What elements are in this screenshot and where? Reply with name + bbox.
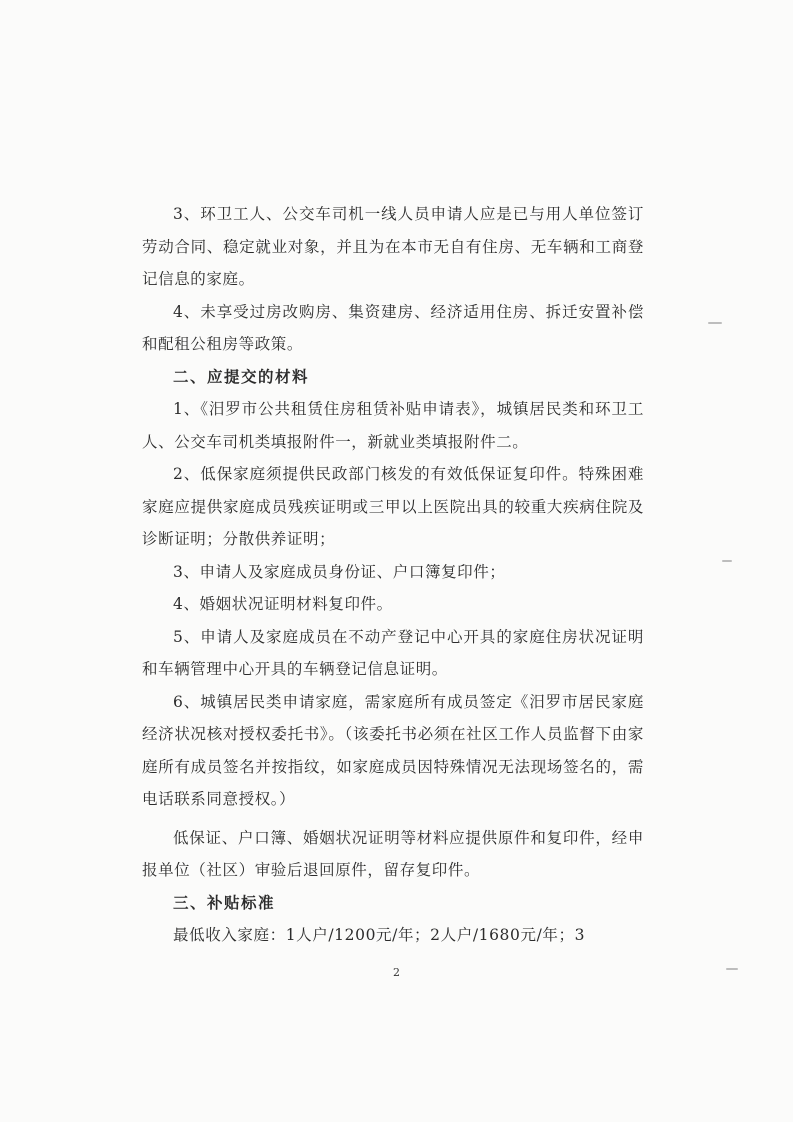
page-number: 2: [393, 966, 400, 979]
paragraph-material-1: 1、《汨罗市公共租赁住房租赁补贴申请表》，城镇居民类和环卫工人、公交车司机类填报附件一，新就业类填报附件二。: [142, 400, 644, 451]
section-heading-subsidy: 三、补贴标准: [173, 892, 276, 912]
paragraph-material-4: 4、婚姻状况证明材料复印件。: [173, 595, 393, 613]
paragraph-material-2: 2、低保家庭须提供民政部门核发的有效低保证复印件。特殊困难家庭应提供家庭成员残疾证明或三甲以上医院出具的较重大疾病住院及诊断证明；分散供养证明；: [142, 465, 644, 548]
paragraph-item-3: 3、环卫工人、公交车司机一线人员申请人应是已与用人单位签订劳动合同、稳定就业对象，并且为在本市无自有住房、无车辆和工商登记信息的家庭。: [142, 205, 644, 288]
paragraph-originals-note: 低保证、户口簿、婚姻状况证明等材料应提供原件和复印件，经申报单位（社区）审验后退回原件，留存复印件。: [142, 828, 644, 879]
paragraph-material-5: 5、申请人及家庭成员在不动产登记中心开具的家庭住房状况证明和车辆管理中心开具的车辆登记信息证明。: [142, 627, 644, 678]
scan-speck: [726, 968, 738, 970]
document-body: [142, 198, 644, 952]
scan-speck: [708, 322, 722, 324]
section-heading-materials: 二、应提交的材料: [173, 366, 310, 386]
paragraph-material-6: 6、城镇居民类申请家庭，需家庭所有成员签定《汨罗市居民家庭经济状况核对授权委托书》。（该委托书必须在社区工作人员监督下由家庭所有成员签名并按指纹，如家庭成员因特殊情况无法现场签名的，需电话联系同意授权。）: [142, 692, 644, 808]
paragraph-subsidy-standard: 最低收入家庭：1人户/1200元/年；2人户/1680元/年；3: [173, 926, 586, 944]
scan-speck: [722, 560, 732, 562]
paragraph-item-4: 4、未享受过房改购房、集资建房、经济适用住房、拆迁安置补偿和配租公租房等政策。: [142, 302, 644, 353]
paragraph-material-3: 3、申请人及家庭成员身份证、户口簿复印件；: [173, 562, 506, 581]
